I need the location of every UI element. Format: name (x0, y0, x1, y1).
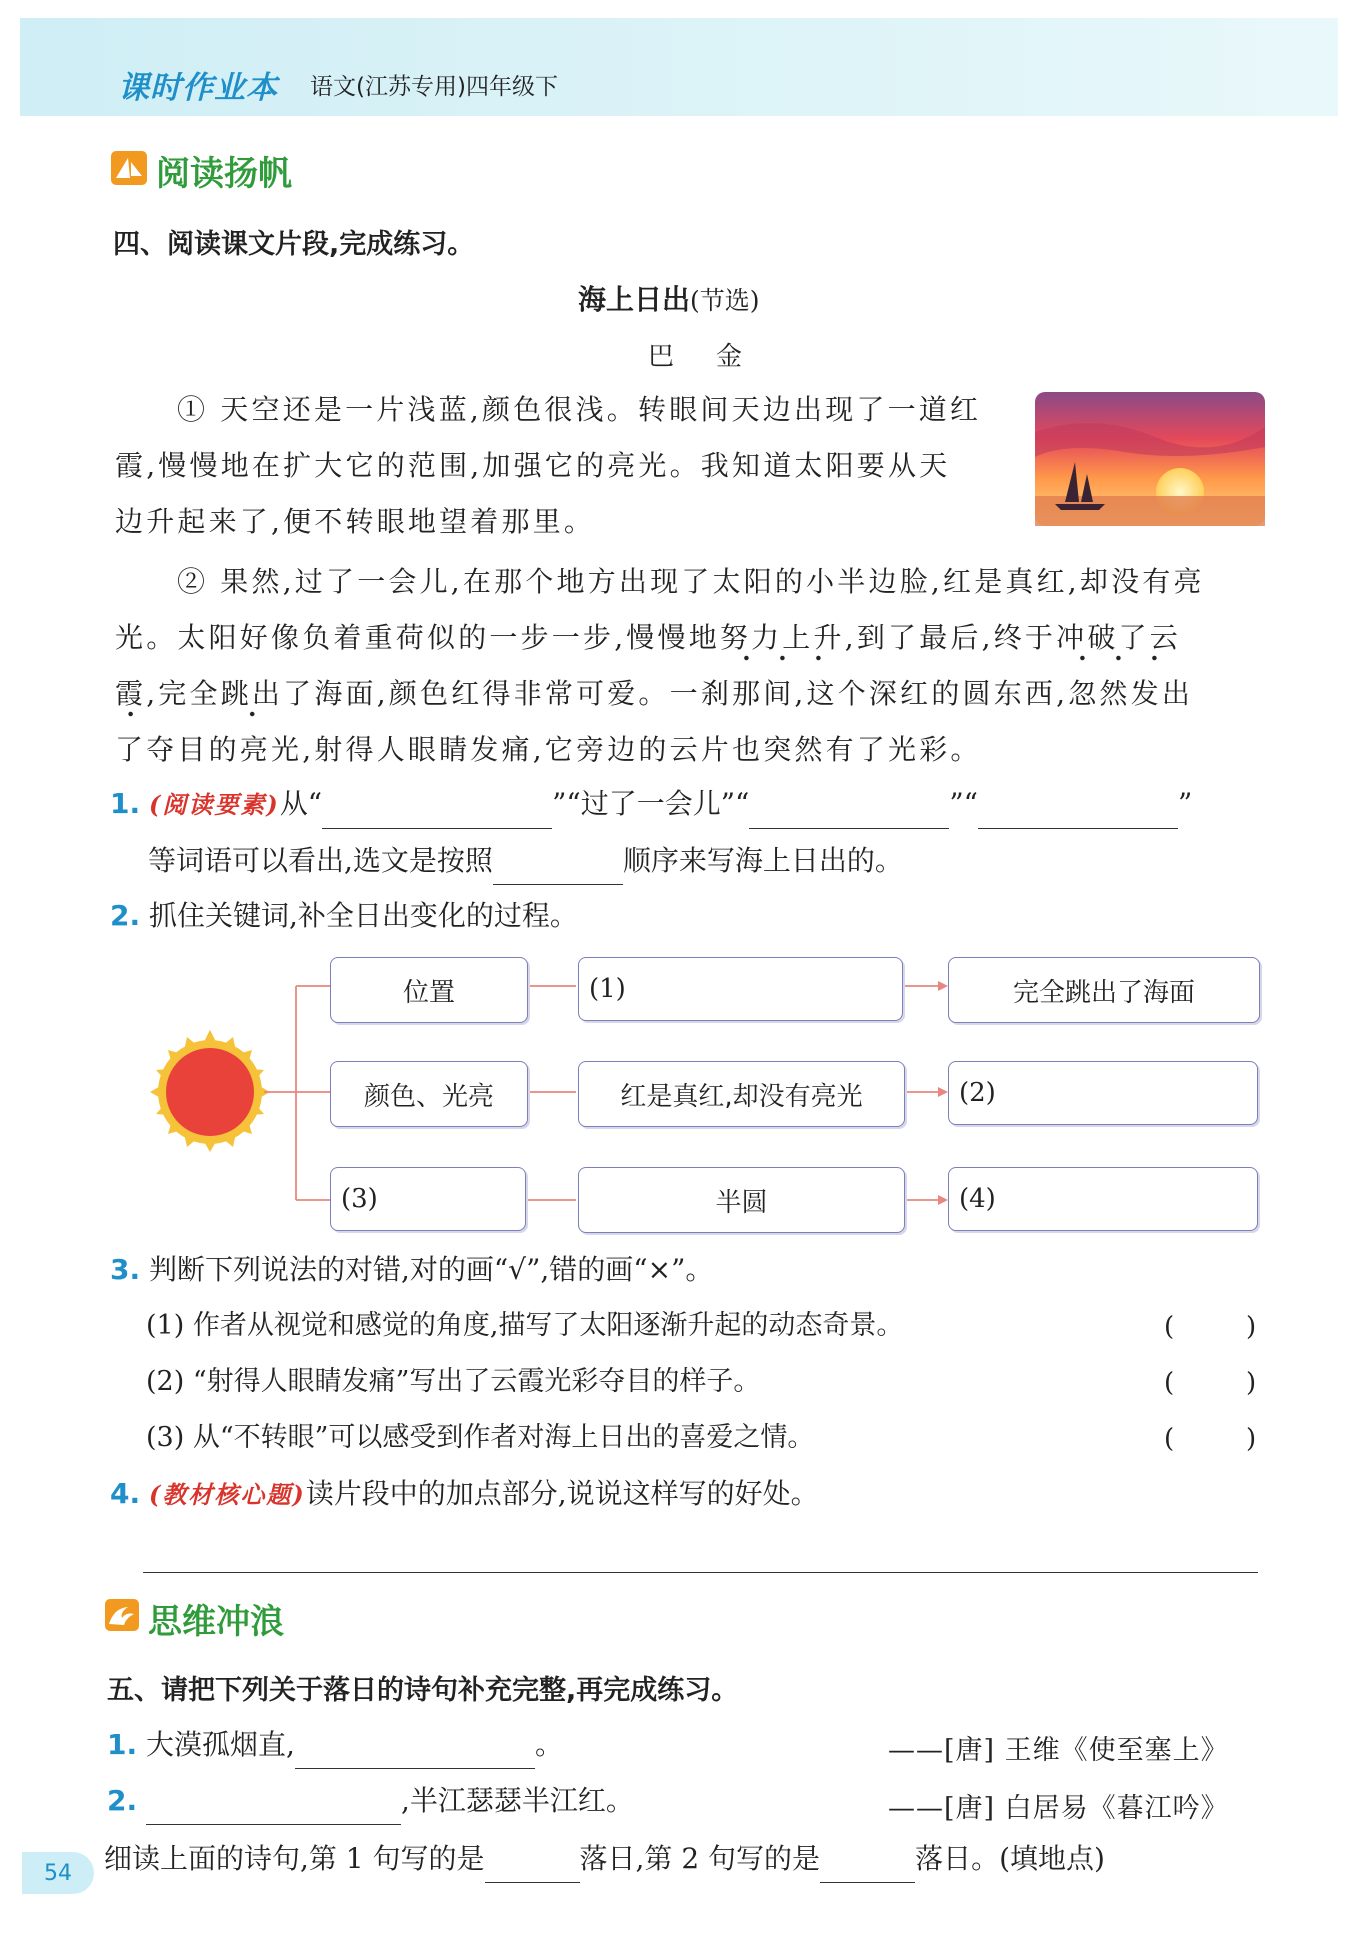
poem-blank-1[interactable] (295, 1720, 535, 1769)
dotted-phrase-4: 跳出 (221, 677, 283, 718)
page-number: 54 (22, 1852, 94, 1894)
paragraph-2-line-2-a: 光。太阳好像负着重荷似的一步一步,慢慢地 (115, 621, 720, 654)
question-4-text: 读片段中的加点部分,说说这样写的好处。 (305, 1477, 819, 1510)
book-subtitle: 语文(江苏专用)四年级下 (310, 74, 558, 100)
answer-blank-1d[interactable] (493, 836, 623, 885)
question-2-number: 2. (110, 899, 141, 932)
question-3-text: 判断下列说法的对错,对的画“√”,错的画“×”。 (149, 1253, 714, 1286)
answer-paren-close-1: ) (1246, 1312, 1257, 1342)
poem-final-text-c: 落日。(填地点) (915, 1842, 1105, 1875)
question-3 (110, 1246, 713, 1294)
diagram-row3-blank[interactable]: (3) (330, 1167, 526, 1231)
question-1-text-d: ” (1177, 787, 1193, 820)
poem-final-question (104, 1834, 1105, 1883)
question-1-text-c: ”“ (949, 787, 978, 820)
paragraph-2-line-3-a: ,完全 (146, 677, 221, 710)
section-title-reading: 阅读扬帆 (156, 154, 292, 194)
diagram-row1-end: 完全跳出了海面 (948, 957, 1260, 1023)
poem-source-1: ——[唐] 王维《使至塞上》 (888, 1735, 1229, 1766)
question-3-item-1: (1) 作者从视觉和感觉的角度,描写了太阳逐渐升起的动态奇景。 (146, 1310, 904, 1341)
question-4-tag: (教材核心题) (149, 1480, 306, 1509)
answer-paren-open-3: ( (1164, 1424, 1175, 1454)
paragraph-2-line-4: 了夺目的亮光,射得人眼睛发痛,它旁边的云片也突然有了光彩。 (115, 733, 982, 766)
question-1-line-2-a: 等词语可以看出,选文是按照 (148, 844, 493, 877)
diagram-row2-label: 颜色、光亮 (330, 1061, 528, 1127)
poem-question-2-number: 2. (107, 1784, 138, 1817)
paragraph-1-line-2: 霞,慢慢地在扩大它的范围,加强它的亮光。我知道太阳要从天 (115, 449, 951, 482)
poem-blank-place-2[interactable] (820, 1834, 915, 1883)
poem-blank-2[interactable] (146, 1776, 401, 1825)
diagram-row3-blank-end[interactable]: (4) (948, 1167, 1258, 1231)
answer-box-3-1[interactable] (1180, 1312, 1242, 1346)
question-1-line-2-b: 顺序来写海上日出的。 (622, 844, 903, 877)
question-1-text-b: ”“过了一会儿”“ (552, 787, 750, 820)
paragraph-2-line-3-b: 了海面,颜色红得非常可爱。一刹那间,这个深红的圆东西,忽然发出 (283, 677, 1194, 710)
poem-question-2-text: ,半江瑟瑟半江红。 (401, 1784, 634, 1817)
question-1 (110, 780, 1290, 829)
passage-author: 巴 金 (648, 342, 751, 372)
passage-title-text: 海上日出 (578, 283, 691, 316)
answer-box-3-3[interactable] (1180, 1424, 1242, 1458)
poem-question-1 (107, 1720, 563, 1769)
question-2 (110, 892, 578, 940)
book-title: 课时作业本 (118, 70, 278, 106)
paragraph-2-line-3 (115, 666, 1275, 722)
answer-blank-1a[interactable] (322, 780, 552, 829)
answer-box-3-2[interactable] (1180, 1368, 1242, 1402)
diagram-row2-blank[interactable]: (2) (948, 1061, 1258, 1125)
passage-title (578, 278, 760, 318)
question-heading-4: 四、阅读课文片段,完成练习。 (113, 229, 475, 260)
question-4 (110, 1470, 819, 1519)
poem-question-1-text: 大漠孤烟直, (146, 1728, 295, 1761)
question-1-tag: (阅读要素) (149, 790, 280, 819)
dotted-phrase-1: 努力上升 (720, 621, 845, 662)
diagram-row3-mid: 半圆 (578, 1167, 905, 1233)
answer-blank-1b[interactable] (749, 780, 949, 829)
answer-blank-1c[interactable] (978, 780, 1178, 829)
paragraph-1-line-3: 边升起来了,便不转眼地望着那里。 (115, 505, 596, 538)
paragraph-2 (115, 554, 1275, 778)
paragraph-2-line-2-b: ,到了最后,终于 (844, 621, 1057, 654)
poem-question-1-end: 。 (534, 1728, 563, 1761)
question-3-item-2: (2) “射得人眼睛发痛”写出了云霞光彩夺目的样子。 (146, 1366, 761, 1397)
poem-question-1-number: 1. (107, 1728, 138, 1761)
answer-line-4[interactable] (143, 1572, 1258, 1573)
poem-final-text-a: 细读上面的诗句,第 1 句写的是 (104, 1842, 485, 1875)
passage-title-note: (节选) (690, 286, 760, 315)
answer-paren-open-2: ( (1164, 1368, 1175, 1398)
paragraph-2-line-1: ② 果然,过了一会儿,在那个地方出现了太阳的小半边脸,红是真红,却没有亮 (177, 565, 1205, 598)
question-4-number: 4. (110, 1477, 141, 1510)
dotted-phrase-2: 冲破了云 (1056, 621, 1181, 662)
poem-final-text-b: 落日,第 2 句写的是 (579, 1842, 821, 1875)
question-2-text: 抓住关键词,补全日出变化的过程。 (149, 899, 578, 932)
section-thinking-icon (104, 1598, 140, 1632)
question-1-text-a: 从“ (279, 787, 323, 820)
sunrise-illustration (1035, 392, 1265, 526)
diagram-row2-mid: 红是真红,却没有亮光 (578, 1061, 905, 1127)
answer-paren-open-1: ( (1164, 1312, 1175, 1342)
question-heading-5: 五、请把下列关于落日的诗句补充完整,再完成练习。 (107, 1675, 739, 1706)
question-1-line-2 (148, 836, 903, 885)
question-1-number: 1. (110, 787, 141, 820)
question-3-number: 3. (110, 1253, 141, 1286)
section-reading-icon (110, 150, 148, 186)
answer-paren-close-2: ) (1246, 1368, 1257, 1398)
dotted-phrase-3: 霞 (115, 677, 146, 718)
poem-question-2 (107, 1776, 634, 1825)
poem-blank-place-1[interactable] (485, 1834, 580, 1883)
diagram-row1-label: 位置 (330, 957, 528, 1023)
paragraph-1 (115, 382, 1015, 550)
diagram-row1-blank[interactable]: (1) (578, 957, 903, 1021)
question-3-item-3: (3) 从“不转眼”可以感受到作者对海上日出的喜爱之情。 (146, 1422, 815, 1453)
answer-paren-close-3: ) (1246, 1424, 1257, 1454)
section-title-thinking: 思维冲浪 (148, 1602, 284, 1642)
paragraph-2-line-2 (115, 610, 1275, 666)
sun-icon (150, 1030, 270, 1152)
paragraph-1-line-1: ① 天空还是一片浅蓝,颜色很浅。转眼间天边出现了一道红 (177, 393, 982, 426)
poem-source-2: ——[唐] 白居易《暮江吟》 (888, 1793, 1229, 1824)
